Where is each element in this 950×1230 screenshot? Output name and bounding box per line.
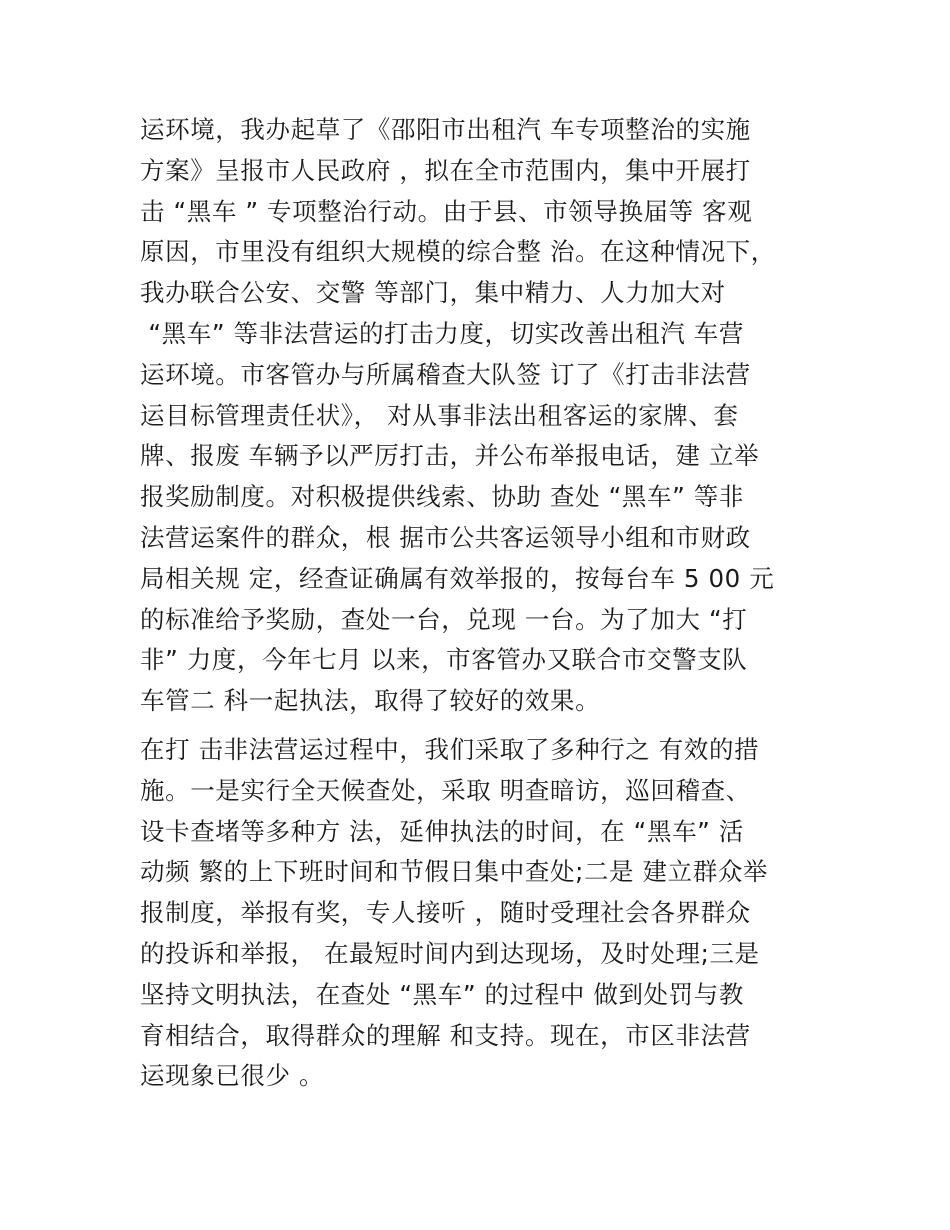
text-line: 在打 击非法营运过程中，我们采取了多种行之 有效的措 — [140, 734, 760, 764]
paragraph-2 — [140, 730, 830, 1097]
text-line: 报奖励制度。对积极提供线索、协助 查处 “黑车” 等非 — [140, 482, 744, 512]
text-line: 我办联合公安、交警 等部门，集中精力、人力加大对 — [140, 278, 726, 308]
text-line: 育相结合，取得群众的理解 和支持。现在，市区非法营 — [140, 1020, 751, 1050]
text-line: 动频 繁的上下班时间和节假日集中查处;二是 建立群众举 — [140, 857, 769, 887]
text-line: 击 “黑车 ” 专项整治行动。由于县、市领导换届等 客观 — [140, 196, 753, 226]
text-line: 报制度，举报有奖，专人接听 ，随时受理社会各界群众 — [140, 898, 751, 928]
text-line: 运环境，我办起草了《邵阳市出租汽 车专项整治的实施 — [140, 115, 751, 144]
text-line: 施。一是实行全天候查处，采取 明查暗访，巡回稽查、 — [140, 775, 751, 805]
text-line: “黑车” 等非法营运的打击力度，切实改善出租汽 车营 — [140, 318, 744, 348]
text-line: 的标准给予奖励，查处一台，兑现 一台。为了加大 “打 — [140, 604, 748, 634]
text-line: 方案》呈报市人民政府 ，拟在全市范围内，集中开展打 — [140, 155, 751, 185]
text-line: 设卡查堵等多种方 法，延伸执法的时间，在 “黑车” 活 — [140, 816, 744, 846]
text-line: 运现象已很少 。 — [140, 1061, 325, 1091]
paragraph-1 — [140, 110, 830, 722]
text-line: 非” 力度，今年七月 以来，市客管办又联合市交警支队 — [140, 645, 748, 675]
text-line: 运目标管理责任状》， 对从事非法出租客运的家牌、套 — [140, 400, 739, 430]
document-body — [140, 110, 830, 1097]
text-line: 运环境。市客管办与所属稽查大队签 订了《打击非法营 — [140, 359, 751, 389]
text-line: 法营运案件的群众，根 据市公共客运领导小组和市财政 — [140, 522, 751, 552]
text-line: 局相关规 定，经查证确属有效举报的，按每台车 5 00 元 — [140, 563, 775, 593]
text-line: 的投诉和举报， 在最短时间内到达现场，及时处理;三是 — [140, 938, 760, 968]
text-line: 原因，市里没有组织大规模的综合整 治。在这种情况下， — [140, 237, 776, 267]
text-line: 牌、报废 车辆予以严厉打击，并公布举报电话，建 立举 — [140, 441, 760, 471]
text-line: 车管二 科一起执法，取得了较好的效果。 — [140, 686, 601, 716]
text-line: 坚持文明执法，在查处 “黑车” 的过程中 做到处罚与教 — [140, 979, 744, 1009]
